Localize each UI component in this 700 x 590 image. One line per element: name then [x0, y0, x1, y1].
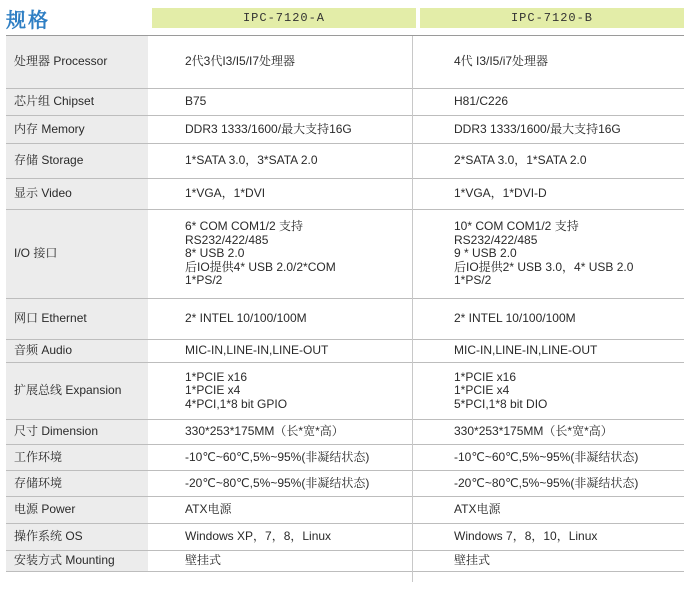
page-title: 规格 [6, 10, 50, 32]
spec-value-line: 1*VGA，1*DVI [185, 186, 266, 201]
spec-value-line: 330*253*175MM（长*宽*高） [185, 424, 344, 439]
spec-label [6, 524, 148, 550]
spec-value-line: 1*PCIE x16 [185, 369, 248, 384]
spec-value-model-a [152, 340, 418, 362]
spec-label-text: 显示 Video [14, 186, 72, 201]
spec-value-model-a [152, 420, 418, 444]
spec-value-model-a [152, 36, 418, 88]
spec-value-model-a [152, 299, 418, 339]
spec-row [6, 497, 684, 524]
spec-value-line: 4代 I3/I5/i7处理器 [454, 54, 549, 69]
spec-value-model-a [152, 116, 418, 143]
spec-value-line: MIC-IN,LINE-IN,LINE-OUT [454, 343, 598, 358]
spec-label-text: 内存 Memory [14, 121, 85, 136]
spec-label [6, 363, 148, 419]
spec-value-line: -10℃~60℃,5%~95%(非凝结状态) [454, 449, 639, 464]
spec-value-line: 1*PS/2 [185, 273, 223, 288]
spec-value-line: 5*PCI,1*8 bit DIO [454, 396, 548, 411]
spec-label [6, 89, 148, 115]
spec-value-model-a [152, 144, 418, 178]
spec-value-model-a [152, 210, 418, 298]
spec-label [6, 445, 148, 470]
spec-value-model-b [420, 144, 684, 178]
spec-value-model-a [152, 179, 418, 209]
spec-label [6, 210, 148, 298]
spec-row [6, 340, 684, 363]
spec-value-model-b [420, 210, 684, 298]
spec-value-model-b [420, 179, 684, 209]
spec-value-line: 后IO提供2* USB 3.0，4* USB 2.0 [454, 259, 634, 274]
spec-value-model-a [152, 524, 418, 550]
spec-row [6, 36, 684, 89]
spec-value-model-b [420, 340, 684, 362]
spec-value-line: 1*PCIE x4 [185, 383, 241, 398]
spec-label-text: 电源 Power [14, 502, 76, 517]
spec-value-model-b [420, 471, 684, 496]
spec-row [6, 445, 684, 471]
spec-label-text: 芯片组 Chipset [14, 94, 95, 109]
spec-value-model-a [152, 445, 418, 470]
spec-label [6, 420, 148, 444]
spec-value-line: 4*PCI,1*8 bit GPIO [185, 396, 288, 411]
spec-value-line: 8* USB 2.0 [185, 246, 245, 261]
spec-label-text: 处理器 Processor [14, 54, 108, 69]
spec-row [6, 299, 684, 340]
spec-value-model-b [420, 116, 684, 143]
spec-value-line: RS232/422/485 [454, 232, 538, 247]
spec-label-text: 网口 Ethernet [14, 311, 87, 326]
spec-value-line: 1*PCIE x16 [454, 369, 517, 384]
spec-value-model-a [152, 89, 418, 115]
spec-value-model-a [152, 551, 418, 571]
spec-value-line: ATX电源 [185, 502, 232, 517]
spec-label-text: 扩展总线 Expansion [14, 383, 122, 398]
spec-row [6, 551, 684, 572]
spec-label [6, 116, 148, 143]
spec-value-line: MIC-IN,LINE-IN,LINE-OUT [185, 343, 329, 358]
spec-value-line: 后IO提供4* USB 2.0/2*COM [185, 259, 336, 274]
spec-value-line: Windows XP，7，8，Linux [185, 529, 332, 544]
spec-row [6, 363, 684, 420]
spec-row [6, 116, 684, 144]
column-header-model-a: IPC-7120-A [152, 8, 416, 28]
spec-value-line: 1*VGA，1*DVI-D [454, 186, 547, 201]
spec-value-line: 1*PCIE x4 [454, 383, 510, 398]
spec-value-model-a [152, 497, 418, 523]
column-header-model-b: IPC-7120-B [420, 8, 684, 28]
spec-row [6, 210, 684, 299]
spec-label-text: I/O 接口 [14, 246, 58, 261]
spec-label-text: 存储 Storage [14, 153, 84, 168]
spec-value-line: 330*253*175MM（长*宽*高） [454, 424, 613, 439]
spec-value-line: 2* INTEL 10/100/100M [454, 311, 576, 326]
spec-value-line: DDR3 1333/1600/最大支持16G [454, 121, 621, 136]
spec-value-line: Windows 7，8，10，Linux [454, 529, 598, 544]
spec-value-model-b [420, 89, 684, 115]
spec-row [6, 524, 684, 551]
spec-label [6, 497, 148, 523]
spec-value-model-b [420, 445, 684, 470]
spec-row [6, 420, 684, 445]
spec-value-line: DDR3 1333/1600/最大支持16G [185, 121, 352, 136]
spec-label-text: 音频 Audio [14, 343, 73, 358]
spec-value-model-a [152, 363, 418, 419]
spec-value-model-b [420, 551, 684, 571]
spec-value-model-b [420, 36, 684, 88]
spec-row [6, 471, 684, 497]
spec-label-text: 操作系统 OS [14, 529, 83, 544]
spec-value-line: ATX电源 [454, 502, 501, 517]
spec-value-model-b [420, 299, 684, 339]
spec-value-model-a [152, 471, 418, 496]
spec-label [6, 144, 148, 178]
spec-label-text: 工作环境 [14, 449, 63, 464]
spec-label [6, 551, 148, 571]
spec-value-line: 壁挂式 [454, 553, 491, 568]
spec-label [6, 179, 148, 209]
spec-label [6, 340, 148, 362]
column-divider [412, 36, 413, 582]
spec-value-line: 壁挂式 [185, 553, 222, 568]
spec-value-line: -20℃~80℃,5%~95%(非凝结状态) [454, 475, 639, 490]
spec-label-text: 存储环境 [14, 475, 63, 490]
spec-value-model-b [420, 497, 684, 523]
spec-value-line: H81/C226 [454, 94, 509, 109]
spec-row [6, 179, 684, 210]
spec-value-line: -10℃~60℃,5%~95%(非凝结状态) [185, 449, 370, 464]
spec-label-text: 安装方式 Mounting [14, 553, 115, 568]
spec-row [6, 89, 684, 116]
spec-value-line: -20℃~80℃,5%~95%(非凝结状态) [185, 475, 370, 490]
spec-label [6, 471, 148, 496]
spec-value-line: 1*SATA 3.0，3*SATA 2.0 [185, 153, 318, 168]
spec-value-line: 1*PS/2 [454, 273, 492, 288]
spec-value-line: 6* COM COM1/2 支持 [185, 219, 304, 234]
spec-value-model-b [420, 363, 684, 419]
spec-value-line: 2*SATA 3.0，1*SATA 2.0 [454, 153, 587, 168]
spec-row [6, 144, 684, 179]
spec-label-text: 尺寸 Dimension [14, 424, 99, 439]
spec-value-line: 2* INTEL 10/100/100M [185, 311, 307, 326]
spec-value-line: 10* COM COM1/2 支持 [454, 219, 579, 234]
spec-value-model-b [420, 524, 684, 550]
spec-value-line: 2代3代I3/I5/I7处理器 [185, 54, 296, 69]
spec-value-line: RS232/422/485 [185, 232, 269, 247]
spec-value-model-b [420, 420, 684, 444]
spec-value-line: 9 * USB 2.0 [454, 246, 517, 261]
spec-label [6, 36, 148, 88]
spec-label [6, 299, 148, 339]
spec-table [6, 36, 684, 572]
spec-value-line: B75 [185, 94, 207, 109]
